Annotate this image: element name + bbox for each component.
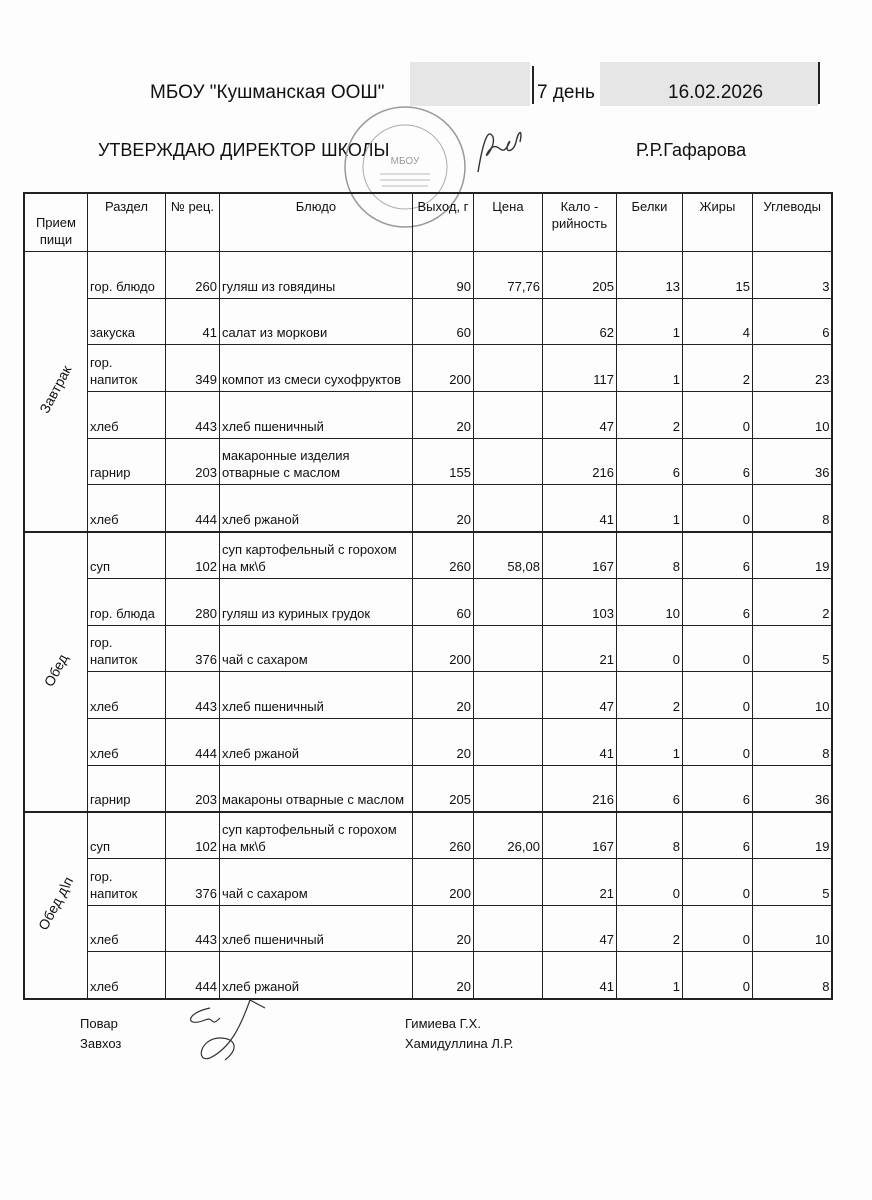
column-header: Выход, г xyxy=(412,193,473,252)
approve-title: УТВЕРЖДАЮ ДИРЕКТОР ШКОЛЫ xyxy=(98,140,390,160)
dish-cell: хлеб ржаной xyxy=(219,952,412,999)
table-row xyxy=(24,812,832,859)
dish-cell: суп картофельный с горохом на мк\б xyxy=(219,532,412,579)
carbs-cell: 10 xyxy=(752,392,832,439)
yield-cell: 20 xyxy=(412,952,473,999)
carbs-cell: 3 xyxy=(752,252,832,299)
divider xyxy=(818,62,820,104)
yield-cell: 200 xyxy=(412,625,473,672)
fats-cell: 2 xyxy=(682,345,752,392)
director-signature xyxy=(468,122,528,182)
dish-cell: хлеб пшеничный xyxy=(219,905,412,952)
section-cell: гор. напиток xyxy=(87,345,165,392)
dish-cell: хлеб ржаной xyxy=(219,718,412,765)
recipe-number-cell: 376 xyxy=(165,625,219,672)
price-cell xyxy=(473,485,542,532)
proteins-cell: 13 xyxy=(616,252,682,299)
carbs-cell: 23 xyxy=(752,345,832,392)
recipe-number-cell: 260 xyxy=(165,252,219,299)
cook-name: Гимиева Г.Х. xyxy=(405,1016,481,1031)
dish-cell: суп картофельный с горохом на мк\б xyxy=(219,812,412,859)
column-header: Раздел xyxy=(87,193,165,252)
proteins-cell: 1 xyxy=(616,485,682,532)
yield-cell: 205 xyxy=(412,765,473,812)
carbs-cell: 8 xyxy=(752,485,832,532)
price-cell xyxy=(473,858,542,905)
table-header xyxy=(24,193,832,252)
divider xyxy=(532,66,534,104)
price-cell xyxy=(473,672,542,719)
calories-cell: 47 xyxy=(542,392,616,439)
fats-cell: 6 xyxy=(682,765,752,812)
section-cell: суп xyxy=(87,532,165,579)
yield-cell: 90 xyxy=(412,252,473,299)
proteins-cell: 0 xyxy=(616,858,682,905)
recipe-number-cell: 443 xyxy=(165,672,219,719)
price-cell xyxy=(473,718,542,765)
column-header: Белки xyxy=(616,193,682,252)
dish-cell: чай с сахаром xyxy=(219,858,412,905)
meal-group xyxy=(24,252,87,532)
meal-group-label: Обед xyxy=(40,651,71,689)
recipe-number-cell: 443 xyxy=(165,905,219,952)
table-row xyxy=(24,625,832,672)
proteins-cell: 2 xyxy=(616,672,682,719)
fats-cell: 0 xyxy=(682,625,752,672)
column-header: № рец. xyxy=(165,193,219,252)
carbs-cell: 8 xyxy=(752,718,832,765)
calories-cell: 41 xyxy=(542,718,616,765)
cook-label: Повар xyxy=(80,1016,118,1031)
dish-cell: гуляш из куриных грудок xyxy=(219,578,412,625)
carbs-cell: 6 xyxy=(752,298,832,345)
column-header: Блюдо xyxy=(219,193,412,252)
dish-cell: хлеб ржаной xyxy=(219,485,412,532)
keeper-name: Хамидуллина Л.Р. xyxy=(405,1036,514,1051)
stamp-text: МБОУ xyxy=(390,156,420,167)
carbs-cell: 2 xyxy=(752,578,832,625)
section-cell: хлеб xyxy=(87,952,165,999)
table-row xyxy=(24,392,832,439)
proteins-cell: 2 xyxy=(616,905,682,952)
calories-cell: 216 xyxy=(542,438,616,485)
calories-cell: 41 xyxy=(542,952,616,999)
dish-cell: макаронные изделия отварные с маслом xyxy=(219,438,412,485)
proteins-cell: 6 xyxy=(616,765,682,812)
recipe-number-cell: 102 xyxy=(165,532,219,579)
section-cell: суп xyxy=(87,812,165,859)
fats-cell: 6 xyxy=(682,812,752,859)
calories-cell: 167 xyxy=(542,812,616,859)
recipe-number-cell: 443 xyxy=(165,392,219,439)
fats-cell: 6 xyxy=(682,532,752,579)
menu-table xyxy=(23,192,833,1000)
meal-group-label: Завтрак xyxy=(36,363,75,417)
price-cell xyxy=(473,578,542,625)
column-header: Цена xyxy=(473,193,542,252)
table-row xyxy=(24,952,832,999)
price-cell: 58,08 xyxy=(473,532,542,579)
proteins-cell: 1 xyxy=(616,952,682,999)
carbs-cell: 19 xyxy=(752,532,832,579)
table-row xyxy=(24,438,832,485)
column-header: Прием пищи xyxy=(24,193,87,252)
meal-group xyxy=(24,812,87,999)
carbs-cell: 19 xyxy=(752,812,832,859)
dish-cell: компот из смеси сухофруктов xyxy=(219,345,412,392)
price-cell: 77,76 xyxy=(473,252,542,299)
dish-cell: салат из моркови xyxy=(219,298,412,345)
scan-shade xyxy=(410,62,530,106)
price-cell: 26,00 xyxy=(473,812,542,859)
carbs-cell: 5 xyxy=(752,625,832,672)
fats-cell: 0 xyxy=(682,952,752,999)
day-label: 7 день xyxy=(537,82,595,103)
price-cell xyxy=(473,438,542,485)
carbs-cell: 36 xyxy=(752,765,832,812)
yield-cell: 260 xyxy=(412,812,473,859)
recipe-number-cell: 203 xyxy=(165,765,219,812)
proteins-cell: 0 xyxy=(616,625,682,672)
fats-cell: 6 xyxy=(682,578,752,625)
yield-cell: 60 xyxy=(412,298,473,345)
yield-cell: 260 xyxy=(412,532,473,579)
section-cell: гор. напиток xyxy=(87,858,165,905)
proteins-cell: 2 xyxy=(616,392,682,439)
section-cell: хлеб xyxy=(87,905,165,952)
yield-cell: 20 xyxy=(412,392,473,439)
yield-cell: 60 xyxy=(412,578,473,625)
yield-cell: 200 xyxy=(412,345,473,392)
carbs-cell: 10 xyxy=(752,672,832,719)
price-cell xyxy=(473,765,542,812)
price-cell xyxy=(473,345,542,392)
table-row xyxy=(24,765,832,812)
proteins-cell: 6 xyxy=(616,438,682,485)
table-row xyxy=(24,345,832,392)
recipe-number-cell: 41 xyxy=(165,298,219,345)
director-name: Р.Р.Гафарова xyxy=(636,140,747,160)
column-header: Углеводы xyxy=(752,193,832,252)
section-cell: хлеб xyxy=(87,392,165,439)
yield-cell: 20 xyxy=(412,718,473,765)
fats-cell: 0 xyxy=(682,485,752,532)
carbs-cell: 36 xyxy=(752,438,832,485)
recipe-number-cell: 102 xyxy=(165,812,219,859)
table-row xyxy=(24,485,832,532)
section-cell: закуска xyxy=(87,298,165,345)
calories-cell: 47 xyxy=(542,672,616,719)
carbs-cell: 5 xyxy=(752,858,832,905)
table-row xyxy=(24,718,832,765)
fats-cell: 0 xyxy=(682,672,752,719)
dish-cell: хлеб пшеничный xyxy=(219,672,412,719)
price-cell xyxy=(473,298,542,345)
recipe-number-cell: 376 xyxy=(165,858,219,905)
calories-cell: 21 xyxy=(542,858,616,905)
table-row xyxy=(24,298,832,345)
section-cell: гарнир xyxy=(87,765,165,812)
proteins-cell: 8 xyxy=(616,532,682,579)
yield-cell: 200 xyxy=(412,858,473,905)
calories-cell: 167 xyxy=(542,532,616,579)
section-cell: хлеб xyxy=(87,718,165,765)
yield-cell: 155 xyxy=(412,438,473,485)
fats-cell: 0 xyxy=(682,392,752,439)
calories-cell: 47 xyxy=(542,905,616,952)
recipe-number-cell: 203 xyxy=(165,438,219,485)
price-cell xyxy=(473,392,542,439)
carbs-cell: 10 xyxy=(752,905,832,952)
price-cell xyxy=(473,625,542,672)
dish-cell: хлеб пшеничный xyxy=(219,392,412,439)
price-cell xyxy=(473,905,542,952)
proteins-cell: 1 xyxy=(616,345,682,392)
recipe-number-cell: 444 xyxy=(165,485,219,532)
fats-cell: 0 xyxy=(682,905,752,952)
table-row xyxy=(24,578,832,625)
section-cell: хлеб xyxy=(87,485,165,532)
yield-cell: 20 xyxy=(412,485,473,532)
calories-cell: 216 xyxy=(542,765,616,812)
calories-cell: 21 xyxy=(542,625,616,672)
recipe-number-cell: 444 xyxy=(165,718,219,765)
proteins-cell: 10 xyxy=(616,578,682,625)
table-row xyxy=(24,858,832,905)
proteins-cell: 8 xyxy=(616,812,682,859)
fats-cell: 4 xyxy=(682,298,752,345)
school-name: МБОУ "Кушманская ООШ" xyxy=(150,82,385,103)
calories-cell: 117 xyxy=(542,345,616,392)
date: 16.02.2026 xyxy=(668,82,764,103)
fats-cell: 6 xyxy=(682,438,752,485)
calories-cell: 205 xyxy=(542,252,616,299)
proteins-cell: 1 xyxy=(616,298,682,345)
yield-cell: 20 xyxy=(412,672,473,719)
meal-group xyxy=(24,532,87,812)
table-row xyxy=(24,672,832,719)
section-cell: гарнир xyxy=(87,438,165,485)
table-row xyxy=(24,905,832,952)
carbs-cell: 8 xyxy=(752,952,832,999)
proteins-cell: 1 xyxy=(616,718,682,765)
cook-signature xyxy=(180,998,270,1068)
recipe-number-cell: 349 xyxy=(165,345,219,392)
recipe-number-cell: 444 xyxy=(165,952,219,999)
dish-cell: макароны отварные с маслом xyxy=(219,765,412,812)
price-cell xyxy=(473,952,542,999)
recipe-number-cell: 280 xyxy=(165,578,219,625)
fats-cell: 0 xyxy=(682,858,752,905)
table-row xyxy=(24,252,832,299)
fats-cell: 0 xyxy=(682,718,752,765)
yield-cell: 20 xyxy=(412,905,473,952)
fats-cell: 15 xyxy=(682,252,752,299)
dish-cell: чай с сахаром xyxy=(219,625,412,672)
section-cell: гор. напиток xyxy=(87,625,165,672)
section-cell: гор. блюдо xyxy=(87,252,165,299)
table-row xyxy=(24,532,832,579)
section-cell: хлеб xyxy=(87,672,165,719)
dish-cell: гуляш из говядины xyxy=(219,252,412,299)
calories-cell: 103 xyxy=(542,578,616,625)
keeper-label: Завхоз xyxy=(80,1036,122,1051)
meal-group-label: Обед д\п xyxy=(34,874,77,933)
calories-cell: 41 xyxy=(542,485,616,532)
column-header: Кало - рийность xyxy=(542,193,616,252)
column-header: Жиры xyxy=(682,193,752,252)
section-cell: гор. блюда xyxy=(87,578,165,625)
calories-cell: 62 xyxy=(542,298,616,345)
